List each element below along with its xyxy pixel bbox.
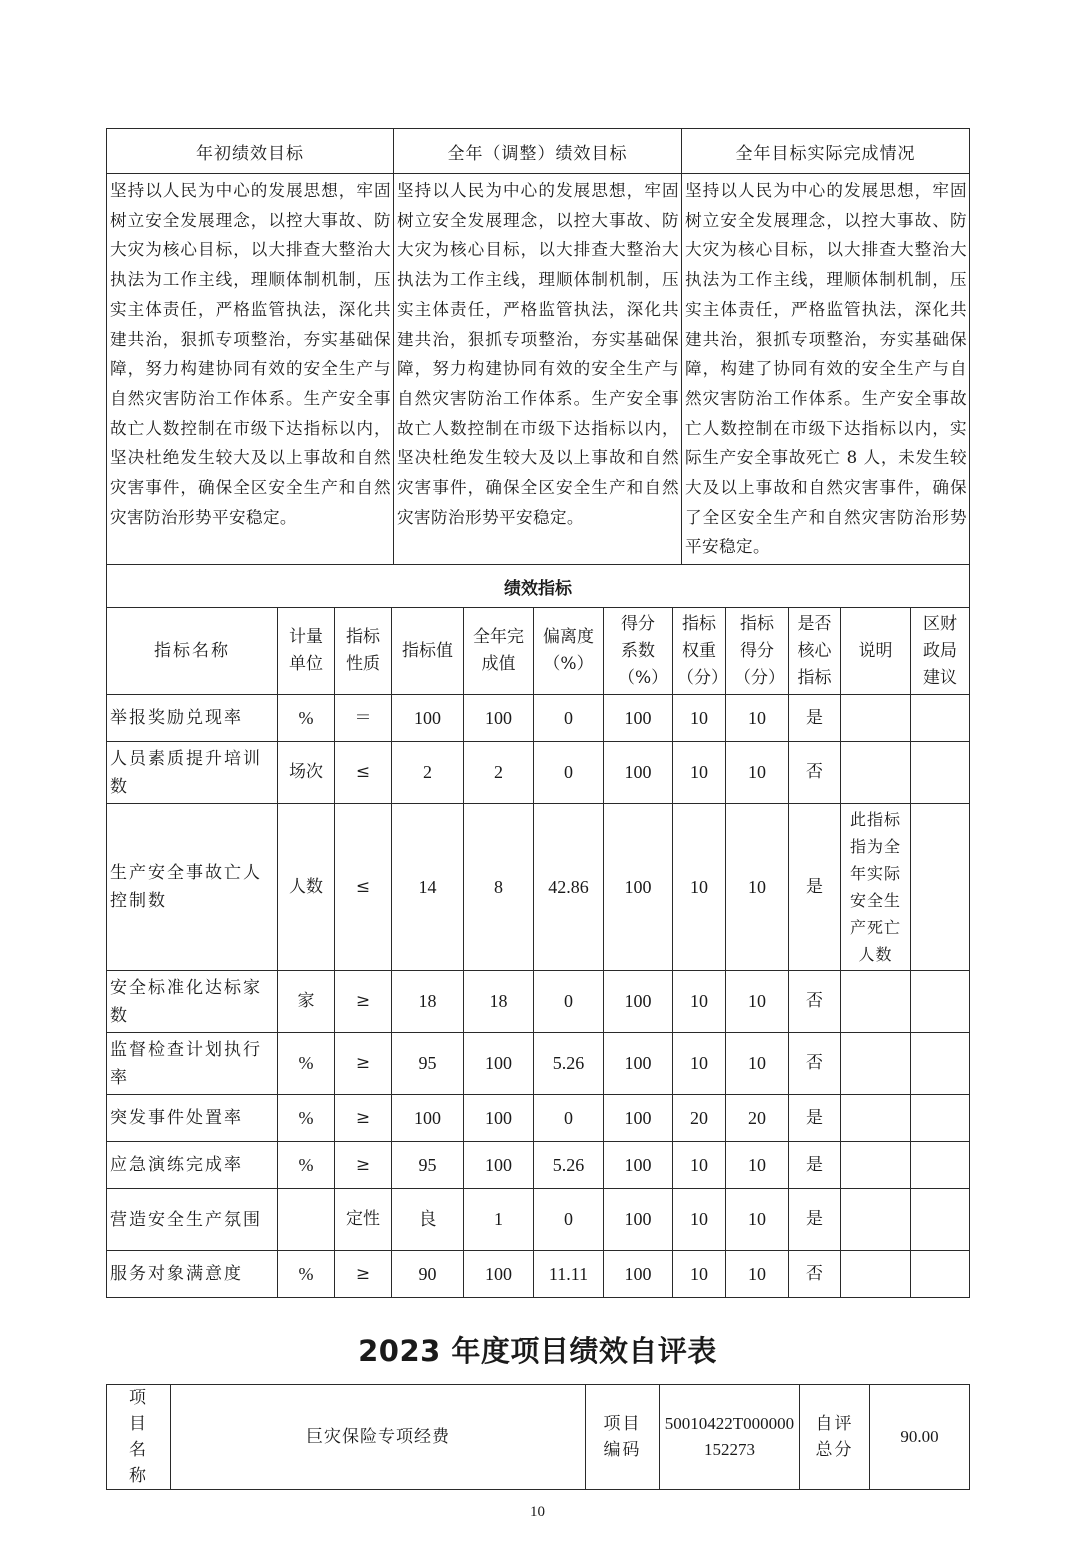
adjusted-goal-text: 坚持以人民为中心的发展思想，牢固树立安全发展理念，以控大事故、防大灾为核心目标，以大排查大整治大执法为工作主线，理顺体制机制，压实主体责任，严格监管执法，深化共建共治，狠抓专项整治，夯实基础保障，努力构建协同有效的安全生产与自然灾害防治工作体系。生产安全事故亡人数控制在市级下达指标以内，坚决杜绝发生较大及以上事故和自然灾害事件，确保全区安全生产和自然灾害防治形势平安稳定。 bbox=[394, 174, 682, 565]
cell-note bbox=[841, 1142, 911, 1189]
document-page bbox=[106, 0, 969, 1562]
col-header-advice: 区财政局建议 bbox=[911, 608, 970, 695]
cell-core: 是 bbox=[789, 1142, 841, 1189]
cell-unit: % bbox=[278, 1251, 335, 1298]
cell-nature: ≥ bbox=[335, 1142, 392, 1189]
cell-deviation: 0 bbox=[534, 742, 604, 804]
cell-nature: ≥ bbox=[335, 1033, 392, 1095]
project-name-label: 项目名称 bbox=[107, 1385, 171, 1490]
cell-note bbox=[841, 971, 911, 1033]
cell-note bbox=[841, 1251, 911, 1298]
cell-weight: 10 bbox=[673, 1142, 726, 1189]
cell-name: 生产安全事故亡人控制数 bbox=[107, 804, 278, 971]
cell-coef: 100 bbox=[604, 1251, 673, 1298]
indicator-row bbox=[107, 1251, 970, 1298]
actual-completion-text: 坚持以人民为中心的发展思想，牢固树立安全发展理念，以控大事故、防大灾为核心目标，以大排查大整治大执法为工作主线，理顺体制机制，压实主体责任，严格监管执法，深化共建共治，狠抓专项整治，夯实基础保障，构建了协同有效的安全生产与自然灾害防治工作体系。生产安全事故亡人数控制在市级下达指标以内，实际生产安全事故死亡 8 人，未发生较大及以上事故和自然灾害事件，确保了全区安全生产和自然灾害防治形势平安稳定。 bbox=[682, 174, 970, 565]
section-row bbox=[107, 565, 970, 608]
cell-advice bbox=[911, 804, 970, 971]
cell-name: 监督检查计划执行率 bbox=[107, 1033, 278, 1095]
cell-advice bbox=[911, 695, 970, 742]
cell-deviation: 0 bbox=[534, 1189, 604, 1251]
cell-score: 10 bbox=[726, 1142, 789, 1189]
cell-score: 10 bbox=[726, 695, 789, 742]
cell-note bbox=[841, 1189, 911, 1251]
col-header-nature: 指标性质 bbox=[335, 608, 392, 695]
cell-deviation: 0 bbox=[534, 1095, 604, 1142]
cell-nature: ＝ bbox=[335, 695, 392, 742]
cell-actual: 100 bbox=[464, 695, 534, 742]
cell-score: 10 bbox=[726, 1033, 789, 1095]
cell-target: 95 bbox=[392, 1033, 464, 1095]
cell-nature: ≤ bbox=[335, 804, 392, 971]
cell-coef: 100 bbox=[604, 1142, 673, 1189]
section-title: 绩效指标 bbox=[107, 565, 970, 608]
col-header-score: 指标得分（分） bbox=[726, 608, 789, 695]
cell-actual: 1 bbox=[464, 1189, 534, 1251]
cell-actual: 8 bbox=[464, 804, 534, 971]
cell-coef: 100 bbox=[604, 695, 673, 742]
goals-body-row bbox=[107, 174, 970, 565]
cell-note bbox=[841, 695, 911, 742]
cell-deviation: 0 bbox=[534, 971, 604, 1033]
cell-weight: 10 bbox=[673, 742, 726, 804]
indicator-row bbox=[107, 1033, 970, 1095]
cell-score: 10 bbox=[726, 804, 789, 971]
cell-advice bbox=[911, 1095, 970, 1142]
indicator-row bbox=[107, 695, 970, 742]
cell-score: 10 bbox=[726, 1251, 789, 1298]
col-header-note: 说明 bbox=[841, 608, 911, 695]
initial-goal-text: 坚持以人民为中心的发展思想，牢固树立安全发展理念，以控大事故、防大灾为核心目标，以大排查大整治大执法为工作主线，理顺体制机制，压实主体责任，严格监管执法，深化共建共治，狠抓专项整治，夯实基础保障，努力构建协同有效的安全生产与自然灾害防治工作体系。生产安全事故亡人数控制在市级下达指标以内，坚决杜绝发生较大及以上事故和自然灾害事件，确保全区安全生产和自然灾害防治形势平安稳定。 bbox=[107, 174, 394, 565]
cell-note bbox=[841, 1095, 911, 1142]
cell-actual: 100 bbox=[464, 1142, 534, 1189]
cell-target: 100 bbox=[392, 695, 464, 742]
cell-coef: 100 bbox=[604, 1033, 673, 1095]
cell-weight: 10 bbox=[673, 971, 726, 1033]
cell-note bbox=[841, 1033, 911, 1095]
header-adjusted-goal: 全年（调整）绩效目标 bbox=[394, 129, 682, 174]
cell-core: 是 bbox=[789, 804, 841, 971]
cell-core: 是 bbox=[789, 1189, 841, 1251]
cell-core: 否 bbox=[789, 1033, 841, 1095]
col-header-core: 是否核心指标 bbox=[789, 608, 841, 695]
cell-name: 举报奖励兑现率 bbox=[107, 695, 278, 742]
cell-nature: ≤ bbox=[335, 742, 392, 804]
cell-target: 100 bbox=[392, 1095, 464, 1142]
cell-actual: 100 bbox=[464, 1033, 534, 1095]
indicator-row bbox=[107, 1142, 970, 1189]
cell-actual: 100 bbox=[464, 1095, 534, 1142]
cell-target: 14 bbox=[392, 804, 464, 971]
cell-unit bbox=[278, 1189, 335, 1251]
project-table bbox=[106, 1384, 970, 1490]
indicator-row bbox=[107, 804, 970, 971]
indicator-row bbox=[107, 742, 970, 804]
cell-name: 营造安全生产氛围 bbox=[107, 1189, 278, 1251]
cell-unit: % bbox=[278, 1095, 335, 1142]
goals-table bbox=[106, 128, 970, 608]
col-header-actual: 全年完成值 bbox=[464, 608, 534, 695]
cell-name: 服务对象满意度 bbox=[107, 1251, 278, 1298]
cell-coef: 100 bbox=[604, 1095, 673, 1142]
cell-nature: ≥ bbox=[335, 1095, 392, 1142]
project-code-value: 50010422T000000152273 bbox=[660, 1385, 800, 1490]
cell-core: 是 bbox=[789, 695, 841, 742]
cell-score: 20 bbox=[726, 1095, 789, 1142]
cell-name: 应急演练完成率 bbox=[107, 1142, 278, 1189]
cell-unit: 场次 bbox=[278, 742, 335, 804]
cell-unit: 家 bbox=[278, 971, 335, 1033]
page-number: 10 bbox=[530, 1504, 545, 1521]
cell-coef: 100 bbox=[604, 742, 673, 804]
cell-deviation: 11.11 bbox=[534, 1251, 604, 1298]
cell-target: 良 bbox=[392, 1189, 464, 1251]
cell-advice bbox=[911, 1189, 970, 1251]
form-title: 2023 年度项目绩效自评表 bbox=[358, 1334, 717, 1369]
cell-coef: 100 bbox=[604, 971, 673, 1033]
cell-nature: 定性 bbox=[335, 1189, 392, 1251]
cell-core: 是 bbox=[789, 1095, 841, 1142]
cell-deviation: 0 bbox=[534, 695, 604, 742]
cell-weight: 10 bbox=[673, 804, 726, 971]
header-initial-goal: 年初绩效目标 bbox=[107, 129, 394, 174]
cell-coef: 100 bbox=[604, 1189, 673, 1251]
cell-target: 18 bbox=[392, 971, 464, 1033]
cell-advice bbox=[911, 1033, 970, 1095]
cell-weight: 10 bbox=[673, 695, 726, 742]
cell-core: 否 bbox=[789, 1251, 841, 1298]
cell-weight: 10 bbox=[673, 1033, 726, 1095]
cell-target: 2 bbox=[392, 742, 464, 804]
cell-note bbox=[841, 742, 911, 804]
cell-core: 否 bbox=[789, 742, 841, 804]
cell-deviation: 42.86 bbox=[534, 804, 604, 971]
cell-unit: % bbox=[278, 1142, 335, 1189]
cell-name: 突发事件处置率 bbox=[107, 1095, 278, 1142]
cell-deviation: 5.26 bbox=[534, 1033, 604, 1095]
cell-advice bbox=[911, 971, 970, 1033]
indicator-row bbox=[107, 971, 970, 1033]
cell-advice bbox=[911, 742, 970, 804]
cell-weight: 20 bbox=[673, 1095, 726, 1142]
cell-name: 人员素质提升培训数 bbox=[107, 742, 278, 804]
cell-score: 10 bbox=[726, 1189, 789, 1251]
col-header-coef: 得分系数（%） bbox=[604, 608, 673, 695]
cell-note: 此指标指为全年实际安全生产死亡人数 bbox=[841, 804, 911, 971]
cell-deviation: 5.26 bbox=[534, 1142, 604, 1189]
goals-header-row bbox=[107, 129, 970, 174]
header-actual-completion: 全年目标实际完成情况 bbox=[682, 129, 970, 174]
cell-nature: ≥ bbox=[335, 971, 392, 1033]
indicators-table bbox=[106, 607, 970, 1298]
indicators-header-row bbox=[107, 608, 970, 695]
cell-unit: % bbox=[278, 1033, 335, 1095]
cell-weight: 10 bbox=[673, 1251, 726, 1298]
col-header-weight: 指标权重（分） bbox=[673, 608, 726, 695]
cell-name: 安全标准化达标家数 bbox=[107, 971, 278, 1033]
cell-advice bbox=[911, 1251, 970, 1298]
cell-weight: 10 bbox=[673, 1189, 726, 1251]
cell-advice bbox=[911, 1142, 970, 1189]
cell-nature: ≥ bbox=[335, 1251, 392, 1298]
cell-actual: 2 bbox=[464, 742, 534, 804]
cell-target: 90 bbox=[392, 1251, 464, 1298]
cell-target: 95 bbox=[392, 1142, 464, 1189]
project-code-label: 项目编码 bbox=[586, 1385, 660, 1490]
col-header-deviation: 偏离度（%） bbox=[534, 608, 604, 695]
cell-unit: 人数 bbox=[278, 804, 335, 971]
col-header-name: 指标名称 bbox=[107, 608, 278, 695]
col-header-unit: 计量单位 bbox=[278, 608, 335, 695]
self-score-value: 90.00 bbox=[870, 1385, 970, 1490]
cell-actual: 18 bbox=[464, 971, 534, 1033]
cell-core: 否 bbox=[789, 971, 841, 1033]
col-header-target: 指标值 bbox=[392, 608, 464, 695]
cell-score: 10 bbox=[726, 742, 789, 804]
cell-actual: 100 bbox=[464, 1251, 534, 1298]
cell-unit: % bbox=[278, 695, 335, 742]
indicator-row bbox=[107, 1189, 970, 1251]
self-score-label: 自评总分 bbox=[800, 1385, 870, 1490]
project-name-value: 巨灾保险专项经费 bbox=[171, 1385, 586, 1490]
cell-coef: 100 bbox=[604, 804, 673, 971]
indicator-row bbox=[107, 1095, 970, 1142]
project-row bbox=[107, 1385, 970, 1490]
cell-score: 10 bbox=[726, 971, 789, 1033]
